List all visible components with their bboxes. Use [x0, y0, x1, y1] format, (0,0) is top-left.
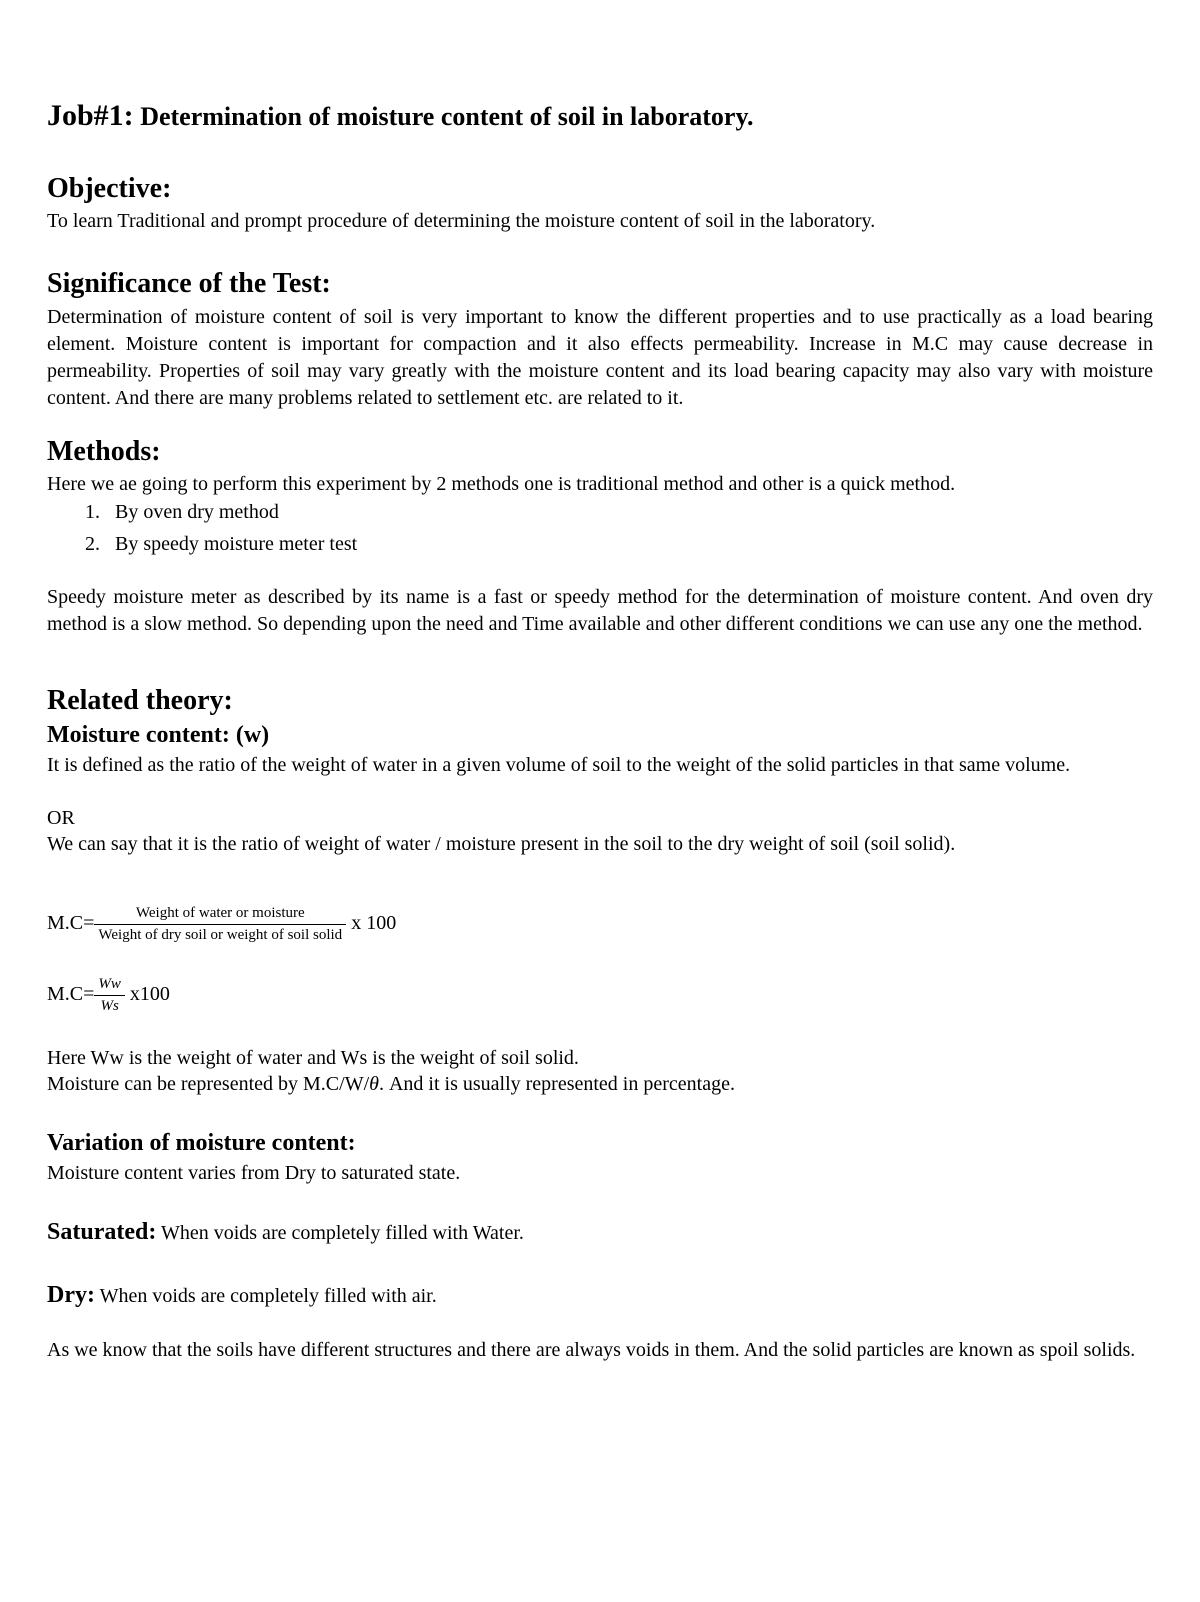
formula-numerator: Weight of water or moisture	[135, 905, 305, 921]
saturated-label: Saturated:	[47, 1219, 157, 1245]
list-item: 2. By speedy moisture meter test	[85, 533, 358, 555]
methods-paragraph: Speedy moisture meter as described by its name is a fast or speedy method for the determination of moisture content. And oven dry method is a slow method. So depending upon the need and Time available and other different conditions we can use any one the method.	[47, 586, 1153, 635]
formula-lhs: M.C=	[47, 983, 95, 1006]
formula-mc-symbols	[47, 976, 170, 1015]
theta-symbol: θ	[369, 1073, 379, 1095]
variation-heading: Variation of moisture content:	[47, 1130, 356, 1156]
job-number: Job#1:	[47, 99, 134, 132]
moisture-content-heading: Moisture content: (w)	[47, 722, 270, 748]
formula-rhs: x 100	[346, 912, 397, 935]
formula-lhs: M.C=	[47, 912, 95, 935]
alt-definition-text: We can say that it is the ratio of weight of water / moisture present in the soil to the dry weight of soil (soil solid).	[47, 833, 956, 855]
objective-text: To learn Traditional and prompt procedure of determining the moisture content of soil in the laboratory.	[47, 210, 876, 232]
job-title-text: Determination of moisture content of soil in laboratory.	[133, 102, 754, 131]
significance-text: Determination of moisture content of soil is very important to know the different properties and to use practically as a load bearing element. Moisture content is important for compaction and it also effects permeability. Increase in M.C may cause decrease in permeability. Properties of soil may vary greatly with the moisture content and its load bearing capacity may also vary with moisture content. And there are many problems related to settlement etc. are related to it.	[47, 306, 1153, 409]
saturated-line	[47, 1219, 524, 1247]
methods-heading: Methods:	[47, 436, 161, 467]
methods-intro: Here we ae going to perform this experiment by 2 methods one is traditional method and other is a quick method.	[47, 473, 956, 495]
dry-text: When voids are completely filled with air.	[94, 1285, 437, 1307]
formula-denominator: Ws	[94, 995, 125, 1015]
significance-heading: Significance of the Test:	[47, 268, 331, 299]
related-theory-heading: Related theory:	[47, 685, 233, 716]
methods-list	[85, 499, 357, 563]
dry-line	[47, 1282, 437, 1310]
dry-label: Dry:	[47, 1282, 95, 1308]
formula-denominator: Weight of dry soil or weight of soil solid	[94, 924, 346, 944]
formula-mc-words	[47, 905, 396, 944]
variation-text: Moisture content varies from Dry to saturated state.	[47, 1162, 461, 1184]
explain-text-1: Here Ww is the weight of water and Ws is the weight of soil solid.	[47, 1047, 579, 1069]
formula-fraction	[94, 976, 125, 1015]
explain-text-2: Moisture can be represented by M.C/W/θ. And it is usually represented in percentage.	[47, 1073, 735, 1095]
job-title	[47, 99, 754, 133]
definition-text: It is defined as the ratio of the weight of water in a given volume of soil to the weight of the solid particles in that same volume.	[47, 754, 1071, 776]
formula-fraction	[94, 905, 346, 944]
formula-numerator: Ww	[98, 976, 121, 992]
closing-paragraph: As we know that the soils have different structures and there are always voids in them. And the solid particles are known as spoil solids.	[47, 1339, 1136, 1361]
list-item: 1. By oven dry method	[85, 501, 279, 523]
or-text: OR	[47, 807, 75, 829]
formula-rhs: x100	[124, 983, 170, 1006]
objective-heading: Objective:	[47, 173, 172, 204]
saturated-text: When voids are completely filled with Water.	[156, 1222, 524, 1244]
